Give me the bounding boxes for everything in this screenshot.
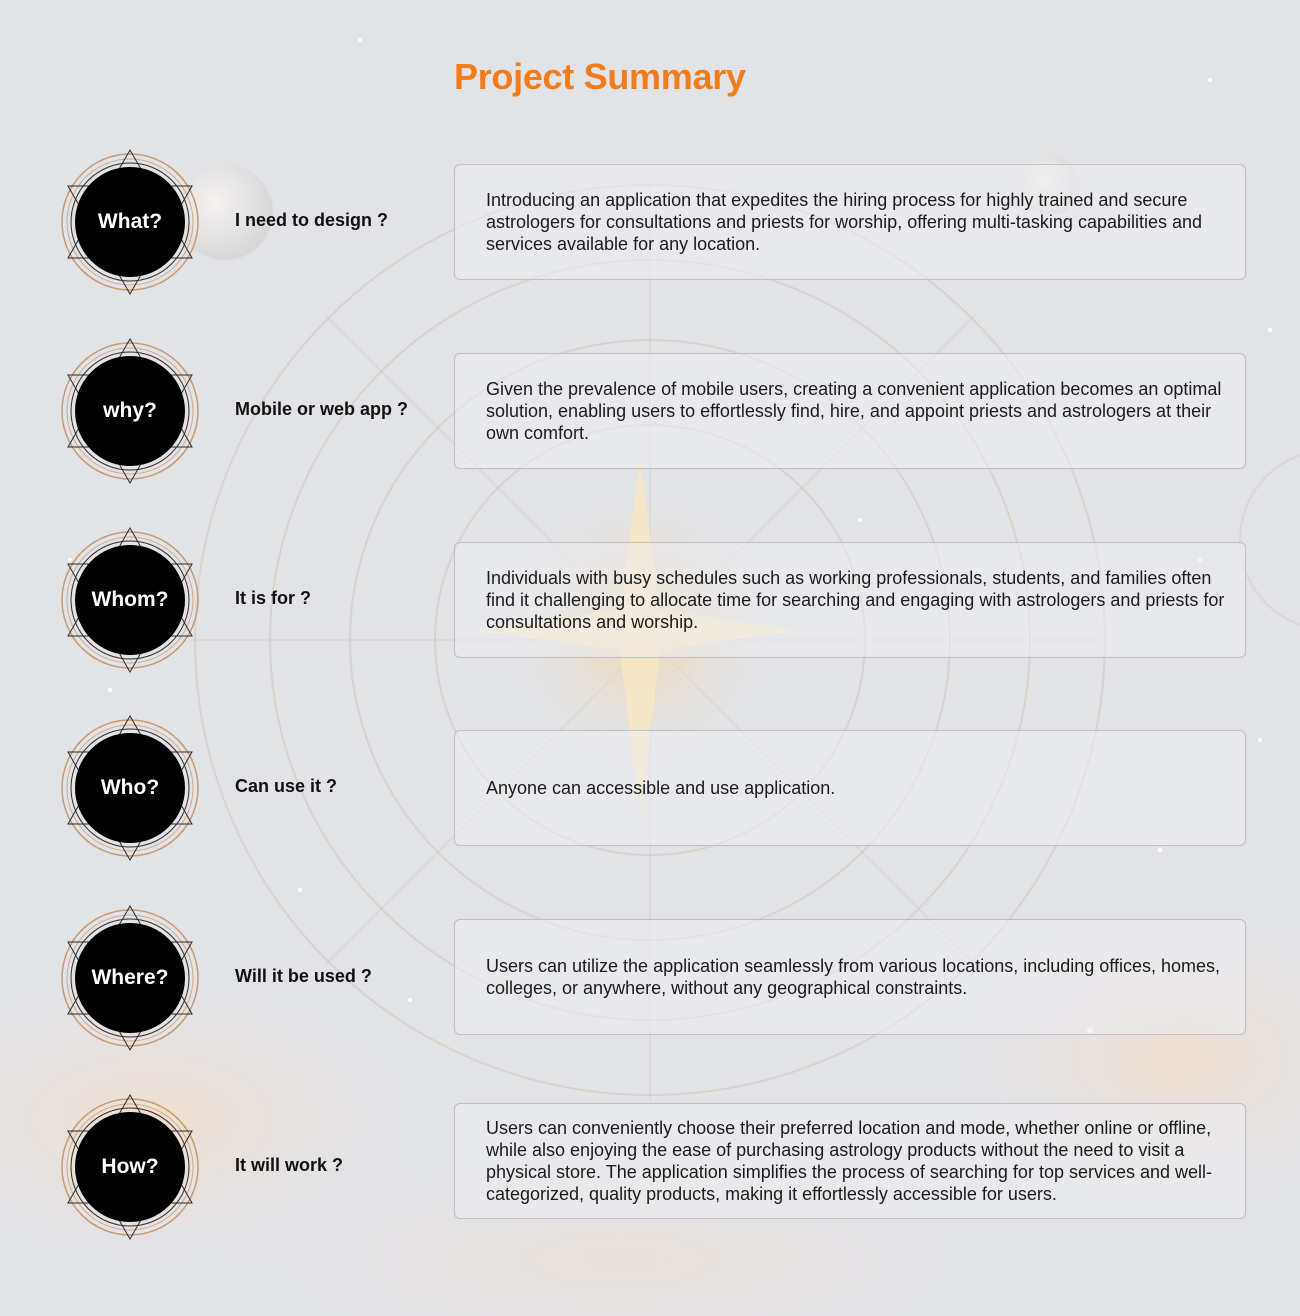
question-subtitle: Will it be used ? <box>235 966 372 986</box>
answer-card <box>454 1103 1246 1219</box>
question-label: How? <box>101 1155 159 1178</box>
question-label: What? <box>97 210 163 233</box>
answer-card <box>454 353 1246 469</box>
question-emblem <box>55 713 205 863</box>
answer-card <box>454 919 1246 1035</box>
question-subtitle: It is for ? <box>235 588 311 608</box>
question-subtitle: It will work ? <box>235 1155 344 1175</box>
answer-text: Users can conveniently choose their preferred location and mode, whether online or offline, while also enjoying the ease of purchasing astrology products without the need to visit a physical store. The application simplifies the process of searching for top services and well-categorized, quality products, making it effortlessly accessible for users. <box>486 1118 1213 1204</box>
question-subtitle: Can use it ? <box>235 776 338 796</box>
question-label: Where? <box>91 966 169 989</box>
answer-text: Users can utilize the application seamlessly from various locations, including offices, homes, colleges, or anywhere, without any geographical constraints. <box>486 956 1221 998</box>
question-label: why? <box>103 399 157 422</box>
question-emblem <box>55 336 205 486</box>
question-label: Whom? <box>91 588 169 611</box>
answer-card <box>454 542 1246 658</box>
answer-text: Introducing an application that expedites the hiring process for highly trained and secure astrologers for consultations and priests for worship, offering multi-tasking capabilities and services available for any location. <box>486 190 1203 254</box>
answer-card <box>454 730 1246 846</box>
question-subtitle: I need to design ? <box>235 210 389 230</box>
answer-text: Given the prevalence of mobile users, creating a convenient application becomes an optimal solution, enabling users to effortlessly find, hire, and appoint priests and astrologers at their own comfort. <box>486 379 1222 443</box>
question-label: Who? <box>100 776 160 799</box>
question-emblem <box>55 525 205 675</box>
page-title: Project Summary <box>454 56 746 97</box>
answer-text: Individuals with busy schedules such as working professionals, students, and families often find it challenging to allocate time for searching and engaging with astrologers and priests for consultations and worship. <box>486 568 1225 632</box>
question-emblem <box>55 147 205 297</box>
answer-card <box>454 164 1246 280</box>
question-subtitle: Mobile or web app ? <box>235 399 409 419</box>
question-emblem <box>55 1092 205 1242</box>
question-emblem <box>55 903 205 1053</box>
answer-text: Anyone can accessible and use application. <box>486 778 836 798</box>
